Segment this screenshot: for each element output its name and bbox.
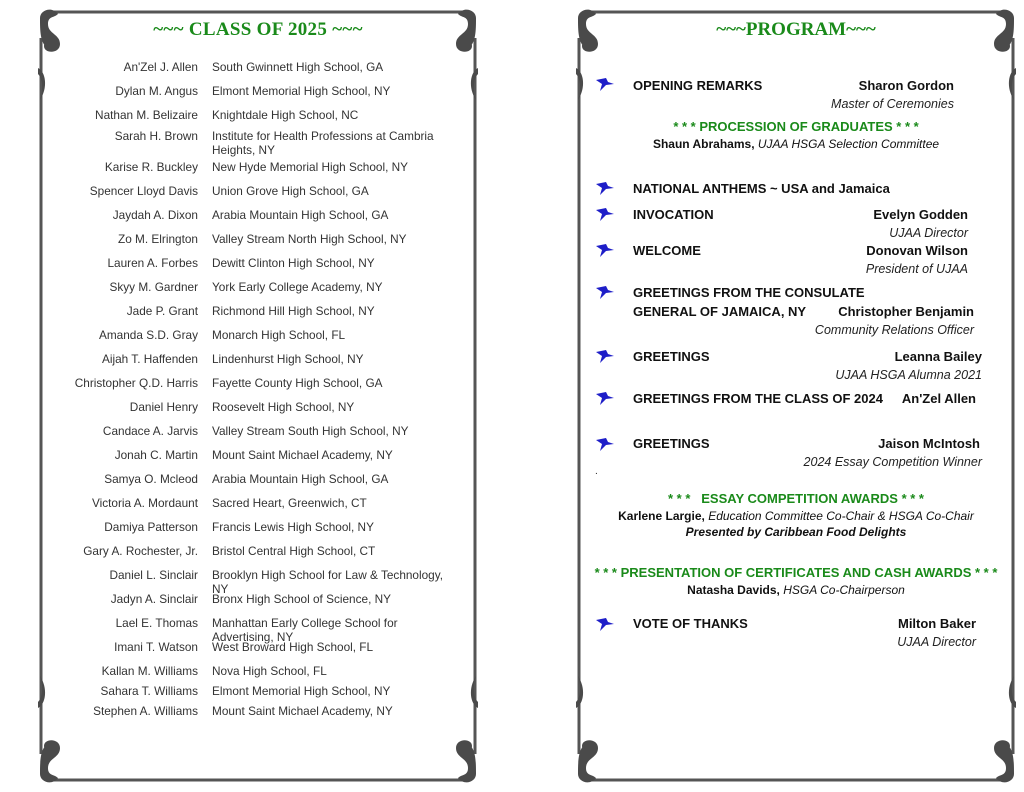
item-label: OPENING REMARKS — [633, 78, 763, 93]
graduate-school: York Early College Academy, NY — [212, 280, 383, 294]
graduate-name: Spencer Lloyd Davis — [89, 184, 198, 198]
section-heading: * * * PRESENTATION OF CERTIFICATES AND CASH AWARDS * * * — [594, 565, 998, 580]
graduate-school: Valley Stream North High School, NY — [212, 232, 407, 246]
graduate-school: Lindenhurst High School, NY — [212, 352, 364, 366]
item-person: Christopher Benjamin — [838, 304, 974, 319]
pushpin-icon — [594, 284, 616, 300]
program-item-essay-awards — [576, 491, 1016, 539]
graduate-name: Skyy M. Gardner — [109, 280, 198, 294]
graduate-school: Dewitt Clinton High School, NY — [212, 256, 375, 270]
stray-mark: . — [595, 466, 598, 477]
credit-role: UJAA HSGA Selection Committee — [757, 137, 940, 151]
item-label: WELCOME — [633, 243, 701, 258]
graduate-name: Sarah H. Brown — [114, 129, 198, 143]
graduate-school: Elmont Memorial High School, NY — [212, 84, 391, 98]
graduate-name: Lauren A. Forbes — [107, 256, 198, 270]
graduate-school: Francis Lewis High School, NY — [212, 520, 374, 534]
section-heading: * * * PROCESSION OF GRADUATES * * * — [673, 119, 919, 134]
graduate-school: Mount Saint Michael Academy, NY — [212, 448, 393, 462]
item-role: President of UJAA — [865, 262, 968, 276]
item-role: UJAA Director — [889, 226, 968, 240]
graduate-school: Manhattan Early College School for Advertising, NY — [212, 616, 398, 644]
item-role: UJAA Director — [897, 635, 976, 649]
item-person: Milton Baker — [897, 616, 976, 631]
pushpin-icon — [594, 616, 616, 632]
graduate-name: Aijah T. Haffenden — [102, 352, 198, 366]
graduate-school: Nova High School, FL — [212, 664, 327, 678]
graduate-school: Brooklyn High School for Law & Technology, NY — [212, 568, 444, 596]
graduate-school: Mount Saint Michael Academy, NY — [212, 704, 393, 718]
graduate-name: Gary A. Rochester, Jr. — [83, 544, 198, 558]
class-of-2025-page — [38, 8, 478, 784]
graduate-school: Valley Stream South High School, NY — [212, 424, 409, 438]
item-label-line2: GENERAL OF JAMAICA, NY — [633, 304, 807, 319]
item-role: UJAA HSGA Alumna 2021 — [835, 368, 982, 382]
section-credit — [576, 583, 1016, 597]
item-role: 2024 Essay Competition Winner — [803, 455, 982, 469]
graduate-name: Stephen A. Williams — [93, 704, 198, 718]
section-heading: * * * ESSAY COMPETITION AWARDS * * * — [668, 491, 924, 506]
program-item-certificates — [576, 565, 1016, 597]
graduate-school: Knightdale High School, NC — [212, 108, 359, 122]
graduate-name: Zo M. Elrington — [118, 232, 198, 246]
item-person: Leanna Bailey — [894, 349, 982, 364]
graduate-school: Richmond Hill High School, NY — [212, 304, 375, 318]
sponsor-line: Presented by Caribbean Food Delights — [685, 525, 907, 539]
graduate-school: Bristol Central High School, CT — [212, 544, 376, 558]
item-label: GREETINGS — [633, 436, 710, 451]
graduate-school: Fayette County High School, GA — [212, 376, 383, 390]
graduate-name: Imani T. Watson — [114, 640, 198, 654]
item-label: GREETINGS — [633, 349, 710, 364]
credit-role: HSGA Co-Chairperson — [783, 583, 905, 597]
graduate-name: Kallan M. Williams — [101, 664, 198, 678]
credit-person: Natasha Davids, — [687, 583, 780, 597]
pushpin-icon — [594, 206, 616, 222]
pushpin-icon — [594, 390, 616, 406]
graduate-school: Arabia Mountain High School, GA — [212, 472, 389, 486]
item-person: Donovan Wilson — [866, 243, 968, 258]
graduate-name: An'Zel J. Allen — [123, 60, 198, 74]
item-label: GREETINGS FROM THE CONSULATE — [633, 285, 865, 300]
graduate-name: Victoria A. Mordaunt — [91, 496, 198, 510]
item-person: Sharon Gordon — [858, 78, 954, 93]
graduate-school: Roosevelt High School, NY — [212, 400, 355, 414]
item-label: INVOCATION — [633, 207, 714, 222]
graduate-name: Lael E. Thomas — [115, 616, 198, 630]
graduate-school: Sacred Heart, Greenwich, CT — [212, 496, 367, 510]
pushpin-icon — [594, 242, 616, 258]
graduate-name: Jaydah A. Dixon — [112, 208, 198, 222]
pushpin-icon — [594, 76, 616, 92]
graduate-name: Jade P. Grant — [126, 304, 198, 318]
item-person: An'Zel Allen — [901, 391, 976, 406]
pushpin-icon — [594, 348, 616, 364]
graduate-name: Karise R. Buckley — [104, 160, 198, 174]
graduate-school: South Gwinnett High School, GA — [212, 60, 384, 74]
graduate-name: Damiya Patterson — [104, 520, 198, 534]
item-role: Master of Ceremonies — [831, 97, 954, 111]
pushpin-icon — [594, 436, 616, 452]
credit-role: Education Committee Co-Chair & HSGA Co-Chair — [708, 509, 974, 523]
graduate-school: Monarch High School, FL — [212, 328, 346, 342]
pushpin-icon — [594, 180, 616, 196]
graduate-school: West Broward High School, FL — [212, 640, 374, 654]
credit-person: Karlene Largie, — [618, 509, 705, 523]
graduate-name: Daniel Henry — [129, 400, 198, 414]
graduate-name: Candace A. Jarvis — [102, 424, 198, 438]
credit-person: Shaun Abrahams, — [652, 137, 755, 151]
section-credit — [576, 137, 1016, 151]
section-credit — [576, 509, 1016, 523]
graduate-name: Christopher Q.D. Harris — [74, 376, 198, 390]
graduate-name: Daniel L. Sinclair — [109, 568, 198, 582]
graduate-name: Dylan M. Angus — [115, 84, 198, 98]
item-role: Community Relations Officer — [814, 323, 974, 337]
graduate-name: Jonah C. Martin — [114, 448, 198, 462]
graduate-name: Nathan M. Belizaire — [95, 108, 198, 122]
item-person: Evelyn Godden — [873, 207, 968, 222]
graduate-name: Amanda S.D. Gray — [98, 328, 198, 342]
page-title: ~~~ CLASS OF 2025 ~~~ — [153, 19, 363, 40]
item-label: NATIONAL ANTHEMS ~ USA and Jamaica — [633, 181, 890, 196]
graduate-school: New Hyde Memorial High School, NY — [212, 160, 409, 174]
item-person: Jaison McIntosh — [878, 436, 980, 451]
graduate-school: Bronx High School of Science, NY — [212, 592, 392, 606]
item-label: GREETINGS FROM THE CLASS OF 2024 — [633, 391, 883, 406]
graduate-name: Samya O. Mcleod — [104, 472, 198, 486]
graduate-name: Sahara T. Williams — [100, 684, 198, 698]
graduate-school: Arabia Mountain High School, GA — [212, 208, 389, 222]
graduate-name: Jadyn A. Sinclair — [110, 592, 198, 606]
page-title: ~~~PROGRAM~~~ — [716, 19, 876, 40]
item-label: VOTE OF THANKS — [633, 616, 748, 631]
graduate-school: Union Grove High School, GA — [212, 184, 369, 198]
graduate-school: Elmont Memorial High School, NY — [212, 684, 391, 698]
graduate-school: Institute for Health Professions at Cambria Heights, NY — [212, 129, 434, 157]
program-page — [576, 8, 1016, 784]
program-item-procession — [576, 119, 1016, 151]
